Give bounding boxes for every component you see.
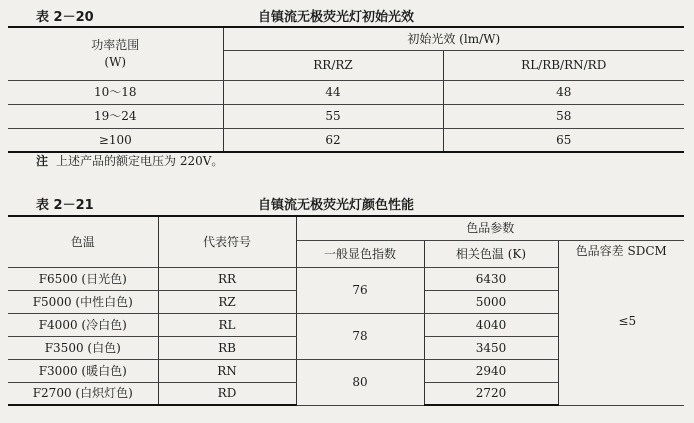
header-code: 代表符号 (158, 216, 296, 267)
header-sdcm: 色品容差 SDCM (575, 243, 667, 258)
cct-cell: 5000 (424, 290, 558, 313)
code-cell: RN (158, 359, 296, 382)
color-performance-table (8, 215, 684, 406)
color-temp-cell: F4000 (冷白色) (8, 313, 158, 336)
efficacy-cell: 58 (443, 104, 684, 128)
header-rl-rb-rn-rd: RL/RB/RN/RD (443, 50, 684, 80)
code-cell: RL (158, 313, 296, 336)
code-cell: RR (158, 267, 296, 290)
table-row (8, 128, 684, 152)
efficacy-cell: 62 (223, 128, 443, 152)
header-rr-rz: RR/RZ (223, 50, 443, 80)
table1-title: 自镇流无极荧光灯初始光效 (258, 10, 415, 25)
table2-title: 自镇流无极荧光灯颜色性能 (258, 198, 415, 213)
power-range-cell: ≥100 (8, 128, 223, 152)
ra-cell: 80 (296, 359, 424, 405)
efficacy-cell: 55 (223, 104, 443, 128)
table2-number: 表 2－21 (36, 198, 94, 213)
cct-cell: 3450 (424, 336, 558, 359)
header-color-temp: 色温 (8, 216, 158, 267)
header-efficacy: 初始光效 (lm/W) (223, 27, 684, 50)
note-text: 上述产品的额定电压为 220V。 (56, 154, 224, 168)
table1-number: 表 2－20 (36, 10, 94, 25)
sdcm-cell (558, 240, 684, 405)
header-color-rendering-index: 一般显色指数 (296, 240, 424, 267)
efficacy-cell: 44 (223, 80, 443, 104)
cct-cell: 4040 (424, 313, 558, 336)
code-cell: RZ (158, 290, 296, 313)
table-row (8, 104, 684, 128)
sdcm-value: ≤5 (618, 313, 637, 328)
header-cct: 相关色温 (K) (424, 240, 558, 267)
efficacy-cell: 48 (443, 80, 684, 104)
cct-cell: 2720 (424, 382, 558, 405)
color-temp-cell: F5000 (中性白色) (8, 290, 158, 313)
efficacy-cell: 65 (443, 128, 684, 152)
header-power-label: 功率范围 (91, 38, 140, 53)
power-range-cell: 10～18 (8, 80, 223, 104)
header-chromaticity-params: 色品参数 (296, 216, 684, 240)
header-power-range (8, 27, 223, 80)
color-temp-cell: F6500 (日光色) (8, 267, 158, 290)
note-label: 注 (36, 154, 49, 168)
table-note (36, 152, 223, 169)
ra-cell: 76 (296, 267, 424, 313)
cct-cell: 6430 (424, 267, 558, 290)
cct-cell: 2940 (424, 359, 558, 382)
color-temp-cell: F3000 (暖白色) (8, 359, 158, 382)
color-temp-cell: F3500 (白色) (8, 336, 158, 359)
power-range-cell: 19～24 (8, 104, 223, 128)
header-power-unit: (W) (104, 55, 127, 70)
table-row (8, 80, 684, 104)
code-cell: RD (158, 382, 296, 405)
code-cell: RB (158, 336, 296, 359)
ra-cell: 78 (296, 313, 424, 359)
color-temp-cell: F2700 (白炽灯色) (8, 382, 158, 405)
efficacy-table (8, 26, 684, 153)
